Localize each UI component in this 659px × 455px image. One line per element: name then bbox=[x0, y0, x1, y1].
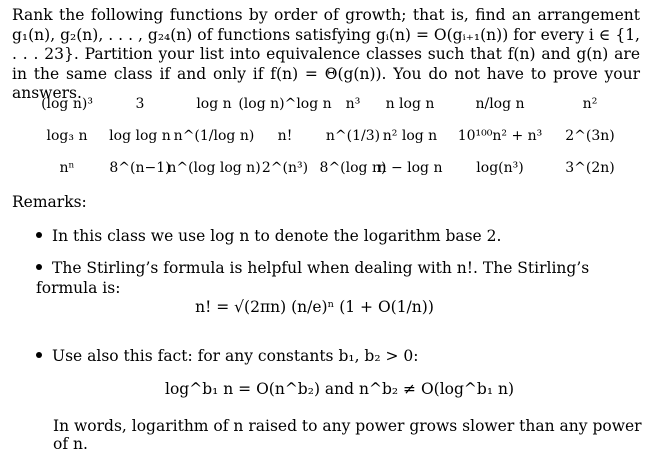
function-cell: 10¹⁰⁰n² + n³ bbox=[457, 128, 543, 144]
function-cell: n² bbox=[582, 96, 598, 112]
bullet-dot bbox=[36, 352, 42, 358]
bullet-dot bbox=[36, 232, 42, 238]
function-cell: log log n bbox=[109, 128, 171, 144]
function-cell: 2^(3n) bbox=[565, 128, 615, 144]
function-cell: n² log n bbox=[382, 128, 438, 144]
functions-row-2 bbox=[30, 128, 620, 160]
function-cell: (log n)^log n bbox=[238, 96, 332, 112]
bullet-dot bbox=[36, 264, 42, 270]
function-cell: n − log n bbox=[377, 160, 443, 176]
functions-grid bbox=[30, 96, 620, 192]
function-cell: nⁿ bbox=[59, 160, 75, 176]
remarks-heading: Remarks: bbox=[12, 193, 87, 211]
log-vs-power-fact: log^b₁ n = O(n^b₂) and n^b₂ ≠ O(log^b₁ n) bbox=[165, 380, 514, 398]
function-cell: log n bbox=[196, 96, 232, 112]
function-cell: n^(log log n) bbox=[167, 160, 261, 176]
function-cell: n! bbox=[277, 128, 293, 144]
remark-text: The Stirling’s formula is helpful when dealing with n!. The Stirling’s formula is: bbox=[36, 259, 590, 297]
function-cell: n/log n bbox=[475, 96, 525, 112]
remark-text: Use also this fact: for any constants b₁, b₂ > 0: bbox=[52, 347, 419, 365]
function-cell: log₃ n bbox=[46, 128, 88, 144]
function-cell: n^(1/3) bbox=[325, 128, 381, 144]
remark-bullet bbox=[36, 346, 636, 366]
stirling-formula: n! = √(2πn) (n/e)ⁿ (1 + O(1/n)) bbox=[195, 298, 434, 316]
function-cell: n³ bbox=[345, 96, 361, 112]
function-cell: 8^(n−1) bbox=[109, 160, 171, 176]
remark-text: In this class we use log n to denote the logarithm base 2. bbox=[52, 227, 502, 245]
function-cell: 8^(log n) bbox=[319, 160, 387, 176]
function-cell: 3^(2n) bbox=[565, 160, 615, 176]
function-cell: 3 bbox=[135, 96, 145, 112]
function-cell: n log n bbox=[385, 96, 435, 112]
function-cell: n^(1/log n) bbox=[173, 128, 255, 144]
function-cell: log(n³) bbox=[476, 160, 524, 176]
in-words-text: In words, logarithm of n raised to any power grows slower than any power of n. bbox=[53, 417, 642, 453]
functions-row-1 bbox=[30, 96, 620, 128]
remark-bullet bbox=[36, 258, 636, 298]
function-cell: (log n)³ bbox=[41, 96, 93, 112]
problem-statement: Rank the following functions by order of growth; that is, find an arrangement g₁(n), g₂(n), . . . , g₂₄(n) of functions satisfying gᵢ(n) = O(gᵢ₊₁(n)) for every i ∈ {1, . . . 23}. Partition your list into equivalence classes such that f(n) and g(n) are in the same class if and only if f(n) = Θ(g(n)). You do not have to prove your answers. bbox=[12, 6, 640, 102]
remark-bullet bbox=[36, 226, 636, 246]
functions-row-3 bbox=[30, 160, 620, 192]
function-cell: 2^(n³) bbox=[261, 160, 309, 176]
